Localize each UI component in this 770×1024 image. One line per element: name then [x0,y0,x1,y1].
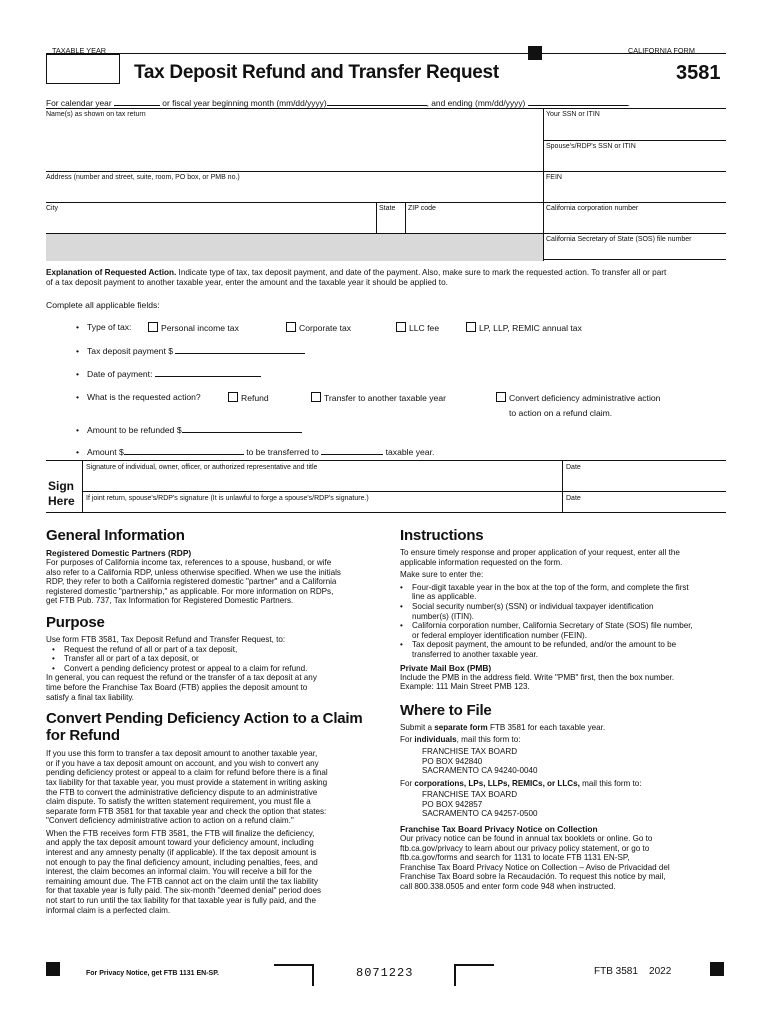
lp-option[interactable]: LP, LLP, REMIC annual tax [466,322,582,333]
footer-mark-right [710,962,724,976]
date-label-2: Date [566,495,581,502]
entry-grid [46,108,726,260]
refund-checkbox[interactable] [228,392,238,402]
amount-refunded-row: • Amount to be refunded $ [76,425,302,435]
make-sure: Make sure to enter the: [400,570,484,580]
purpose-text: In general, you can request the refund or the transfer of a tax deposit at any time before the Franchise Tax Board (FTB) applies the deposit amount to satisfy a final tax liability. [46,673,317,702]
signature-label: Signature of individual, owner, officer, or authorized representative and title [86,464,318,471]
form-number: 3581 [676,62,721,84]
names-field[interactable] [46,119,542,171]
complete-fields: Complete all applicable fields: [46,300,160,310]
submit-text: Submit a separate form FTB 3581 for each taxable year. [400,722,606,732]
convert-title: Convert Pending Deficiency Action to a Claim for Refund [46,710,363,745]
llc-checkbox[interactable] [396,322,406,332]
where-to-file-title: Where to File [400,701,492,719]
instructions-title: Instructions [400,527,484,544]
right-column [400,527,730,892]
fiscal-end-field[interactable] [528,105,628,106]
transfer-option[interactable]: Transfer to another taxable year [311,392,446,403]
transfer-year-field[interactable] [321,454,383,455]
amount-transfer-field[interactable] [124,454,244,455]
general-info-title: General Information [46,527,185,544]
header-rule [46,53,726,54]
date-label: Date [566,464,581,471]
corporate-option[interactable]: Corporate tax [286,322,351,333]
convert-text-1: If you use this form to transfer a tax deposit amount to another taxable year, or if you have a tax deposit amount on account, and you wish to convert any pending deficiency protest or appeal to a claim for refund before there is a final tax liability for that taxable year, you must provide a statement in writing asking the FTB to convert the administrative deficiency dispute to an administrative claim dispute. To satisfy the written statement requirement, you must file a separate form FTB 3581 for that taxable year and check the option that states: "Convert deficiency administrative action to action on a refund claim." [46,749,328,826]
date-of-payment-row: • Date of payment: [76,369,261,379]
privacy-text: Our privacy notice can be found in annual tax booklets or online. Go to ftb.ca.gov/privacy to learn about our privacy policy statement, or go to ftb.ca.gov/forms and search for 1131 to locate FTB 1131 EN-SP, Franchise Tax Board Privacy Notice on Collection – Aviso de Privacidad del Franchise Tax Board sobre la Recaudación. To request this notice by mail, call 800.338.0505 and enter form code 948 when instructed. [400,834,670,892]
names-label: Name(s) as shown on tax return [46,111,146,118]
for-corporations: For corporations, LPs, LLPs, REMICs, or LLCs, mail this form to: [400,778,642,788]
pmb-title: Private Mail Box (PMB) [400,662,492,673]
taxable-year-label: TAXABLE YEAR [52,46,107,55]
personal-checkbox[interactable] [148,322,158,332]
calendar-year-field[interactable] [114,105,160,106]
spouse-signature-label: If joint return, spouse's/RDP's signature (It is unlawful to forge a spouse's/RDP's signature.) [86,495,369,502]
california-form-label: CALIFORNIA FORM [628,46,695,55]
sign-top-rule [46,460,726,461]
personal-option[interactable]: Personal income tax [148,322,239,333]
sign-here-label: Sign Here [48,479,75,508]
deposit-payment-field[interactable] [175,353,305,354]
zip-label: ZIP code [408,205,436,212]
footer-code: 8071223 [356,966,414,980]
corporate-checkbox[interactable] [286,322,296,332]
for-individuals: For individuals, mail this form to: [400,735,521,745]
pmb-text: Include the PMB in the address field. Write "PMB" first, then the box number. Example: 111 Main Street PMB 123. [400,672,675,692]
rdp-title: Registered Domestic Partners (RDP) [46,548,192,558]
convert-text-2: When the FTB receives form FTB 3581, the FTB will finalize the deficiency, and apply the tax deposit amount toward your deficiency amount, including interest and any amnesty penalty (if applicable). If the tax deposit amount is not enough to pay the final deficiency amount, including penalties, fees, and interest, the claim becomes an informal claim. You will receive a bill for the remaining amount due. The FTB cannot act on the claim until the tax liability for that taxable year is fully paid. The six-month "deemed denial" period does not start to run until the tax liability for that taxable year is fully paid, and the informal claim is a perfected claim. [46,828,322,915]
purpose-list: • Request the refund of all or part of a tax deposit, • Transfer all or part of a tax deposit, or • Convert a pending deficiency protest or appeal to a claim for refund. [46,645,366,674]
footer-corner-mark-2 [454,964,494,986]
form-title: Tax Deposit Refund and Transfer Request [134,62,499,83]
city-label: City [46,205,59,212]
privacy-title: Franchise Tax Board Privacy Notice on Collection [400,824,598,835]
convert-option[interactable]: Convert deficiency administrative action [496,392,660,403]
footer-mark-left [46,962,60,976]
purpose-title: Purpose [46,613,105,631]
signature-field[interactable] [84,472,560,490]
transfer-checkbox[interactable] [311,392,321,402]
fein-label: FEIN [546,174,562,181]
address-label: Address (number and street, suite, room, PO box, or PMB no.) [46,174,240,181]
footer-corner-mark-1 [274,964,314,986]
ssn-label: Your SSN or ITIN [546,111,600,118]
date-of-payment-field[interactable] [155,376,261,377]
address-individuals: FRANCHISE TAX BOARD PO BOX 942840 SACRAMENTO CA 94240-0040 [422,746,538,776]
shaded-area [46,234,543,261]
deposit-payment-row: • Tax deposit payment $ [76,346,305,356]
amount-transfer-row: • Amount $ to be transferred to taxable year. [76,447,434,457]
rdp-text: For purposes of California income tax, references to a spouse, husband, or wife also refer to a California RDP, unless otherwise specified. When we use the initials RDP, they refer to both a California registered domestic "partner" and a California registered domestic "partnership," as applicable. For more information on RDPs, get FTB Pub. 737, Tax Information for Registered Domestic Partners. [46,558,341,606]
lp-checkbox[interactable] [466,322,476,332]
instructions-text: To ensure timely response and proper application of your request, enter all the applicable information requested on the form. [400,548,680,567]
spouse-ssn-label: Spouse's/RDP's SSN or ITIN [546,143,636,150]
footer-privacy: For Privacy Notice, get FTB 1131 EN-SP. [86,970,219,977]
ca-corp-label: California corporation number [546,205,639,212]
convert-checkbox[interactable] [496,392,506,402]
convert-option-line-2: to action on a refund claim. [509,408,613,418]
requested-action-row: • What is the requested action? [76,392,201,402]
amount-refunded-field[interactable] [182,432,302,433]
footer-form: FTB 3581 2022 [594,966,672,977]
calendar-line: For calendar year or fiscal year beginning month (mm/dd/yyyy) , and ending (mm/dd/yyyy) . [46,98,630,108]
sos-label: California Secretary of State (SOS) file number [546,236,692,243]
explanation: Explanation of Requested Action. Indicate type of tax, tax deposit payment, and date of the payment. Also, make sure to mark the requested action. To transfer all or part of a tax deposit payment to another taxable year, enter the amount and the taxable year it should be applied to. [46,268,667,287]
state-label: State [379,205,396,212]
taxable-year-box[interactable] [46,54,120,84]
llc-option[interactable]: LLC fee [396,322,439,333]
refund-option[interactable]: Refund [228,392,269,403]
fiscal-begin-field[interactable] [327,105,427,106]
purpose-intro: Use form FTB 3581, Tax Deposit Refund and Transfer Request, to: [46,634,286,644]
spouse-signature-field[interactable] [84,503,560,512]
left-column [46,527,366,915]
instructions-list: • Four-digit taxable year in the box at the top of the form, and complete the first line as applicable. • Social security number(s) (SSN) or individual taxpayer identification number(s) (ITIN). • California corporation number, California Secretary of State (SOS) file number, or federal employer identification number (FEIN). • Tax deposit payment, the amount to be refunded, and/or the amount to be transferred to another taxable year. [400,583,730,660]
address-corporations: FRANCHISE TAX BOARD PO BOX 942857 SACRAMENTO CA 94257-0500 [422,790,538,819]
type-of-tax-row: • Type of tax: [76,322,131,332]
